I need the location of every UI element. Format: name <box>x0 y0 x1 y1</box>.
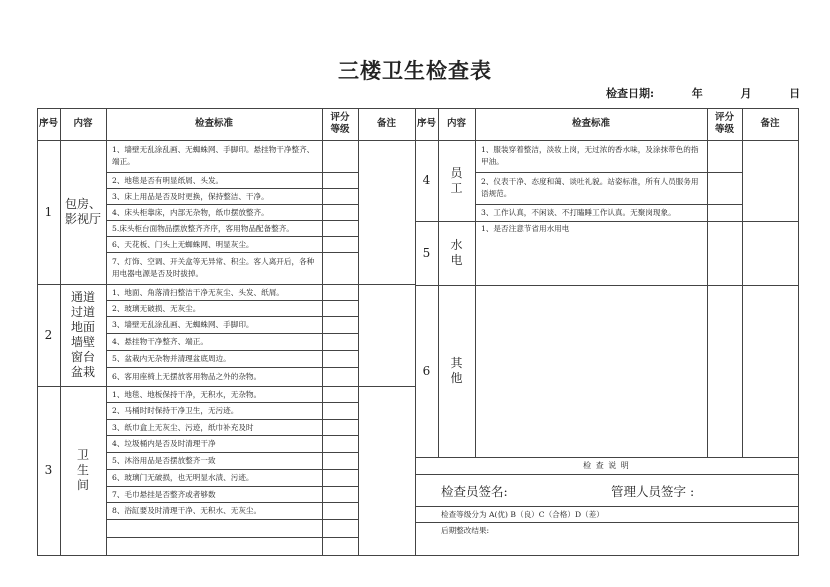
standard-item: 6、天花板、门头上无蜘蛛网、明显灰尘。 <box>112 239 254 249</box>
group-2-content: 通道过道地面墙壁窗台盆栽 <box>70 290 95 379</box>
standard-item: 1、地面、角落清扫整洁干净无灰尘、头发、纸屑。 <box>112 287 284 297</box>
table-hline <box>106 537 359 538</box>
group-1-seq: 1 <box>44 204 53 219</box>
manager-signature: 管理人员签字 : <box>611 484 695 499</box>
standard-item: 3、墙壁无乱涂乱画、无蜘蛛网、手脚印。 <box>112 320 254 329</box>
standard-item: 6、客用座椅上无摆放客用物品之外的杂物。 <box>112 372 262 381</box>
group-6-content: 其他 <box>450 356 463 385</box>
followup-result: 后期整改结果: <box>441 526 490 535</box>
table-hline <box>106 252 359 253</box>
standard-item: 2、马桶时时保持干净卫生，无污迹。 <box>112 406 239 415</box>
table-hline <box>415 474 799 475</box>
date-year: 年 <box>691 87 703 100</box>
header-seq-left: 序号 <box>38 118 58 129</box>
standard-item: 7、灯饰、空调、开关盒等无异常、积尘。客人离开后，各种用电器电源是否及时拔掉。 <box>112 257 315 278</box>
standard-item: 4、垃圾桶内是否及时清理干净 <box>112 439 216 448</box>
table-vline <box>475 108 476 458</box>
standard-item: 5、盆栽内无杂物并清理盆底周边。 <box>112 354 231 363</box>
standard-item: 7、毛巾悬挂是否整齐或者够数 <box>112 489 216 499</box>
standard-item: 6、玻璃门无破损，也无明显水渍、污迹。 <box>112 473 254 482</box>
standard-item: 2、地毯是否有明显纸屑、头发。 <box>112 175 224 185</box>
header-seq-right: 序号 <box>416 118 436 129</box>
inspector-signature: 检查员签名: <box>441 484 508 499</box>
group-5-content: 水电 <box>450 238 463 267</box>
table-hline <box>415 221 799 222</box>
table-hline <box>106 519 359 520</box>
table-hline <box>415 506 799 507</box>
header-score-left: 评分等级 <box>330 112 350 135</box>
inspection-date-row <box>606 85 800 101</box>
standard-item: 1、服装穿着整洁，淡妆上岗，无过浓的香水味，及涂抹带色的指甲油。 <box>481 145 699 166</box>
standard-item: 1、墙壁无乱涂乱画、无蜘蛛网、手脚印。悬挂物干净整齐、端正。 <box>112 145 315 166</box>
group-4-seq: 4 <box>422 173 431 187</box>
date-month: 月 <box>740 87 752 100</box>
standard-item: 4、悬挂物干净整齐、端正。 <box>112 337 208 346</box>
standard-item: 1、是否注意节省用水用电 <box>481 223 570 233</box>
standard-item: 2、仪表干净、态度和蔼、谈吐礼貌。站姿标准，所有人员服务用语规范。 <box>481 177 699 198</box>
group-6-seq: 6 <box>422 363 431 378</box>
table-hline <box>37 555 799 556</box>
table-vline <box>60 108 61 556</box>
standard-item: 3、工作认真，不闲谈、不打瞌睡工作认真。无聚岗现象。 <box>481 208 676 217</box>
table-vline <box>322 108 323 556</box>
table-hline <box>415 522 799 523</box>
standard-item: 8、浴缸要及时清理干净、无积水、无灰尘。 <box>112 506 262 515</box>
group-2-seq: 2 <box>44 327 53 342</box>
table-vline <box>798 108 799 556</box>
header-score-right: 评分等级 <box>714 112 734 135</box>
table-hline <box>415 285 799 286</box>
table-vline <box>106 108 107 556</box>
group-3-seq: 3 <box>44 463 53 477</box>
standard-item: 5、沐浴用品是否摆放整齐一致 <box>112 456 216 465</box>
header-note-left: 备注 <box>376 118 396 129</box>
group-1-content: 包房、影视厅 <box>64 197 101 226</box>
standard-item: 4、床头柜靠床，内部无杂物，纸巾摆放整齐。 <box>112 207 269 217</box>
header-note-right: 备注 <box>760 118 780 129</box>
header-standard-left: 检查标准 <box>194 118 233 129</box>
date-day: 日 <box>789 87 801 100</box>
grade-scale-note: 检查等级分为 A(优) B（良）C（合格）D（差） <box>441 510 604 519</box>
header-content-right: 内容 <box>446 118 466 129</box>
group-3-content: 卫生间 <box>76 448 89 492</box>
date-label: 检查日期: <box>606 87 655 100</box>
table-vline <box>358 108 359 556</box>
page-title: 三楼卫生检查表 <box>338 58 492 83</box>
standard-item: 5.床头柜台面物品摆放整齐齐序，客用物品配备整齐。 <box>112 223 294 233</box>
table-vline <box>707 108 708 458</box>
header-content-left: 内容 <box>73 118 93 129</box>
table-vline <box>742 108 743 458</box>
header-standard-right: 检查标准 <box>571 118 610 129</box>
group-4-content: 员工 <box>450 165 463 195</box>
standard-item: 2、玻璃无破损、无灰尘。 <box>112 303 201 313</box>
standard-item: 1、地毯、地板保持干净，无积水，无杂物。 <box>112 389 262 399</box>
table-hline <box>475 172 743 173</box>
standard-item: 3、纸巾盒上无灰尘、污迹，纸巾补充及时 <box>112 422 254 432</box>
standard-item: 3、床上用品是否及时更换，保持整洁、干净。 <box>112 191 269 201</box>
table-vline <box>438 108 439 458</box>
notes-header: 检 查 说 明 <box>583 460 630 470</box>
group-5-seq: 5 <box>422 245 431 260</box>
